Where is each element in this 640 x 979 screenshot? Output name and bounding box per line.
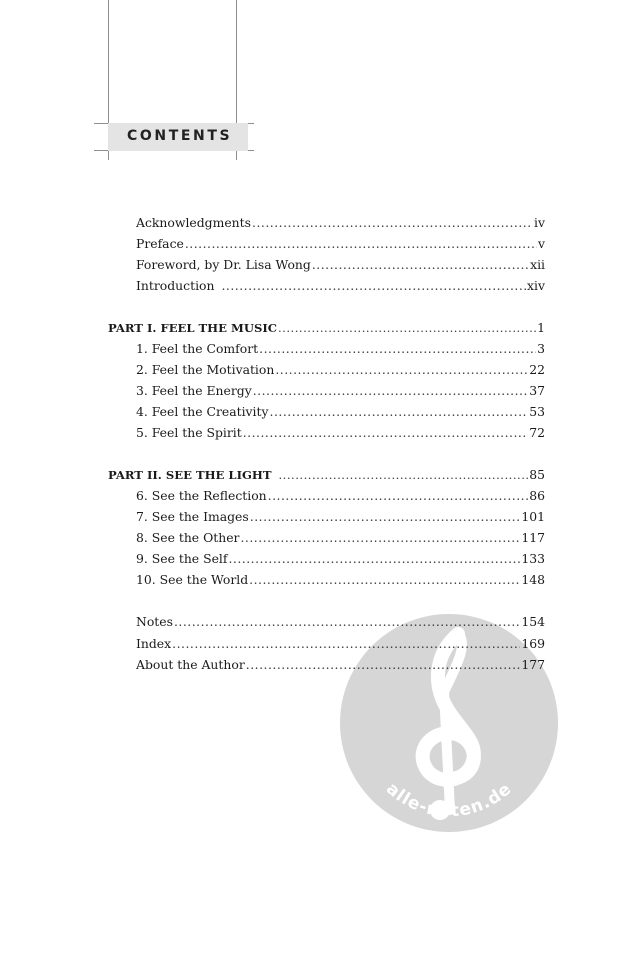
dot-leader bbox=[275, 362, 528, 378]
toc-entry-page: 148 bbox=[521, 572, 545, 587]
toc-entry-label: 5. Feel the Spirit bbox=[136, 425, 242, 440]
toc-part-page: 85 bbox=[529, 467, 545, 482]
toc-entry bbox=[136, 530, 545, 546]
toc-entry-page: 37 bbox=[529, 383, 545, 398]
toc-entry-page: 133 bbox=[521, 551, 545, 566]
toc-part-page: 1 bbox=[537, 320, 545, 335]
toc-entry bbox=[136, 341, 545, 357]
dot-leader bbox=[252, 215, 533, 231]
dot-leader bbox=[243, 425, 528, 441]
toc-entry bbox=[136, 572, 545, 588]
toc-entry-label: 8. See the Other bbox=[136, 530, 240, 545]
toc-entry-label: 4. Feel the Creativity bbox=[136, 404, 269, 419]
toc-entry-label: Index bbox=[136, 636, 172, 651]
toc-entry-label: 7. See the Images bbox=[136, 509, 249, 524]
toc-entry-label: 9. See the Self bbox=[136, 551, 228, 566]
toc-entry-label: Acknowledgments bbox=[136, 215, 252, 230]
toc-entry bbox=[136, 236, 545, 252]
toc-part-title: PART II. SEE THE LIGHT bbox=[108, 468, 272, 482]
toc-entry-page: 169 bbox=[521, 636, 545, 651]
page-title: CONTENTS bbox=[127, 128, 233, 144]
toc-entry-label: Foreword, by Dr. Lisa Wong bbox=[136, 257, 311, 272]
toc-entry bbox=[136, 509, 545, 525]
toc-part-heading bbox=[108, 467, 545, 483]
toc-entry-label: 6. See the Reflection bbox=[136, 488, 267, 503]
toc-entry-label: 2. Feel the Motivation bbox=[136, 362, 275, 377]
dot-leader bbox=[268, 488, 529, 504]
toc-entry bbox=[136, 657, 545, 673]
toc-entry bbox=[136, 551, 545, 567]
toc-entry bbox=[136, 425, 545, 441]
toc-entry-page: iv bbox=[534, 215, 545, 230]
toc-entry bbox=[136, 278, 545, 294]
toc-entry-page: 3 bbox=[537, 341, 545, 356]
dot-leader bbox=[172, 636, 520, 652]
dot-leader bbox=[253, 383, 529, 399]
dot-leader bbox=[228, 551, 520, 567]
toc-entry-label: Preface bbox=[136, 236, 184, 251]
dot-leader bbox=[278, 320, 536, 336]
toc-entry-page: 72 bbox=[529, 425, 545, 440]
toc-entry-page: 101 bbox=[521, 509, 545, 524]
toc-entry-label: About the Author bbox=[136, 657, 245, 672]
toc-entry bbox=[136, 488, 545, 504]
dot-leader bbox=[240, 530, 520, 546]
toc-part-heading bbox=[108, 320, 545, 336]
toc-entry-page: xii bbox=[530, 257, 545, 272]
dot-leader bbox=[278, 467, 528, 483]
toc-entry bbox=[136, 614, 545, 630]
toc-entry bbox=[136, 257, 545, 273]
toc-entry-page: xiv bbox=[527, 278, 545, 293]
watermark-text: alle-noten.de bbox=[382, 778, 516, 822]
toc-entry-label: Introduction bbox=[136, 278, 215, 293]
toc-entry-label: 3. Feel the Energy bbox=[136, 383, 252, 398]
toc-entry bbox=[136, 362, 545, 378]
toc-entry-label: 10. See the World bbox=[136, 572, 249, 587]
toc-entry bbox=[136, 215, 545, 231]
toc-entry-page: 117 bbox=[521, 530, 545, 545]
dot-leader bbox=[174, 614, 520, 630]
toc-entry bbox=[136, 404, 545, 420]
toc-entry-page: 22 bbox=[529, 362, 545, 377]
toc-entry-page: 154 bbox=[521, 614, 545, 629]
dot-leader bbox=[221, 278, 526, 294]
toc-entry-page: 86 bbox=[529, 488, 545, 503]
toc-entry-label: 1. Feel the Comfort bbox=[136, 341, 259, 356]
toc-entry bbox=[136, 636, 545, 652]
dot-leader bbox=[246, 657, 521, 673]
toc-entry-page: 177 bbox=[521, 657, 545, 672]
toc-entry-label: Notes bbox=[136, 614, 173, 629]
dot-leader bbox=[250, 509, 521, 525]
toc-entry bbox=[136, 383, 545, 399]
toc-entry-page: 53 bbox=[529, 404, 545, 419]
dot-leader bbox=[249, 572, 520, 588]
dot-leader bbox=[185, 236, 537, 252]
dot-leader bbox=[312, 257, 529, 273]
toc-part-title: PART I. FEEL THE MUSIC bbox=[108, 321, 277, 335]
dot-leader bbox=[270, 404, 529, 420]
dot-leader bbox=[259, 341, 536, 357]
toc-entry-page: v bbox=[538, 236, 545, 251]
